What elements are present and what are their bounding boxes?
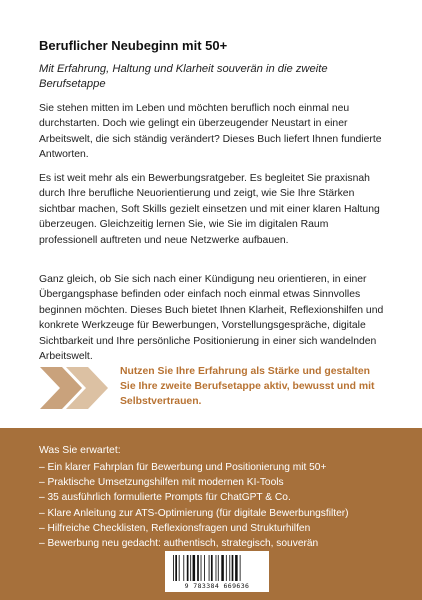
benefits-list — [39, 460, 399, 551]
list-item: – Praktische Umsetzungshilfen mit modernen KI-Tools — [39, 477, 284, 489]
double-chevron-right-icon — [40, 367, 110, 409]
intro-paragraph: Sie stehen mitten im Leben und möchten beruflich noch einmal neu durchstarten. Doch wie gelingt ein überzeugender Neustart in einer Arbeitswelt, die sich ständig verändert? Dieses Buch liefert Ihnen fundierte Antworten. — [39, 103, 382, 161]
callout-text: Nutzen Sie Ihre Erfahrung als Stärke und gestalten Sie Ihre zweite Berufsetappe aktiv, bewusst und mit Selbstvertrauen. — [120, 366, 375, 407]
list-item: – Hilfreiche Checklisten, Reflexionsfragen und Strukturhilfen — [39, 522, 311, 534]
description-paragraph: Es ist weit mehr als ein Bewerbungsratgeber. Es begleitet Sie praxisnah durch Ihre berufliche Neuorientierung und zeigt, wie Sie Ihre Stärken sichtbar machen, Soft Skills gezielt einsetzen und mit einer klaren Haltung überzeugen. Gleichzeitig lernen Sie, wie Sie im digitalen Raum professionell auftreten und neue Netzwerke aufbauen. — [39, 173, 380, 246]
barcode-icon — [173, 555, 261, 581]
list-item: – Ein klarer Fahrplan für Bewerbung und Positionierung mit 50+ — [39, 462, 327, 473]
list-item: – Klare Anleitung zur ATS-Optimierung (für digitale Bewerbungsfilter) — [39, 507, 349, 519]
benefits-heading: Was Sie erwartet: — [39, 445, 121, 456]
list-item: – Bewerbung neu gedacht: authentisch, strategisch, souverän — [39, 538, 319, 550]
barcode — [165, 551, 269, 592]
page-title: Beruflicher Neubeginn mit 50+ — [39, 38, 228, 53]
barcode-number: 9 783384 669636 — [184, 582, 250, 590]
audience-paragraph: Ganz gleich, ob Sie sich nach einer Kündigung neu orientieren, in einer Übergangsphase befinden oder einfach noch einmal etwas Sinnvolles beginnen möchten. Dieses Buch bietet Ihnen Klarheit, Reflexionshilfen und konkrete Werkzeuge für Bewerbungen, Vorstellungsgespräche, digitale Sichtbarkeit und Ihre persönliche Positionierung in einer sich wandelnden Arbeitswelt. — [39, 274, 384, 363]
list-item: – 35 ausführlich formulierte Prompts für ChatGPT & Co. — [39, 492, 291, 504]
subtitle: Mit Erfahrung, Haltung und Klarheit souverän in die zweite Berufsetappe — [39, 63, 328, 90]
